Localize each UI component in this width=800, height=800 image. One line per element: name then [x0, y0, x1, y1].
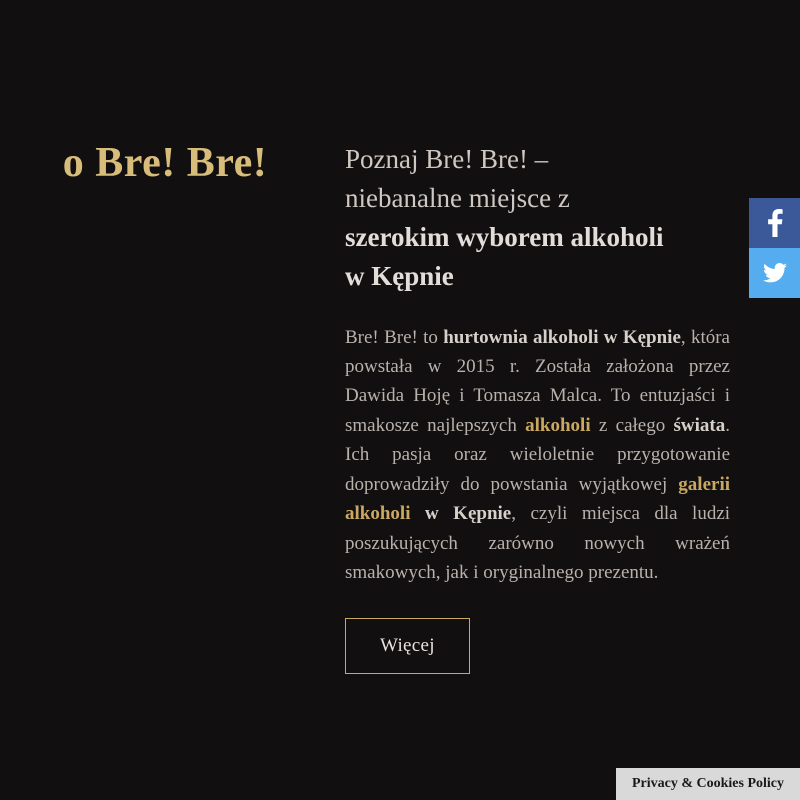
- lead-heading-line-3: szerokim wyborem alkoholi: [345, 222, 664, 253]
- lead-heading-line-2: niebanalne miejsce z: [345, 183, 570, 214]
- lead-heading-line-1: Poznaj Bre! Bre! –: [345, 144, 549, 174]
- paragraph-bold-1: hurtownia alkoholi w Kępnie: [443, 326, 681, 348]
- share-facebook-button[interactable]: [749, 198, 800, 248]
- main-content: [345, 140, 730, 674]
- more-button[interactable]: Więcej: [345, 618, 470, 674]
- lead-heading: [345, 140, 730, 297]
- privacy-cookies-policy-link[interactable]: Privacy & Cookies Policy: [616, 768, 800, 800]
- share-twitter-button[interactable]: [749, 248, 800, 298]
- twitter-icon: [763, 263, 787, 283]
- more-button-wrapper: [345, 618, 730, 674]
- left-column: [0, 140, 330, 186]
- paragraph-part-6: , czyli miejsca dla ludzi poszukujących zarówno nowych wrażeń smakowych, jak i oryginalnego prezentu.: [345, 503, 731, 584]
- facebook-icon: [767, 209, 783, 237]
- paragraph-gold-1: alkoholi: [525, 414, 591, 436]
- paragraph-part-4: . Ich pasja oraz wieloletnie przygotowanie doprowadziły do powstania wyjątkowej: [345, 414, 730, 495]
- paragraph-part-2: , która powstała w 2015 r. Została założona przez Dawida Hoję i Tomasza Malca. To entuzjaści i smakosze najlepszych: [345, 326, 730, 436]
- page-title: o Bre! Bre!: [62, 140, 268, 186]
- paragraph-part-3: z całego: [590, 414, 674, 436]
- paragraph-part-1: Bre! Bre! to: [345, 326, 444, 348]
- paragraph-part-5: [410, 503, 424, 524]
- paragraph-bold-2: świata: [673, 414, 726, 436]
- social-share-rail: [749, 198, 800, 298]
- lead-heading-line-4: w Kępnie: [345, 261, 454, 292]
- about-paragraph: [345, 323, 730, 588]
- paragraph-gold-2: galerii alkoholi: [345, 473, 730, 525]
- paragraph-bold-3: w Kępnie: [424, 503, 512, 525]
